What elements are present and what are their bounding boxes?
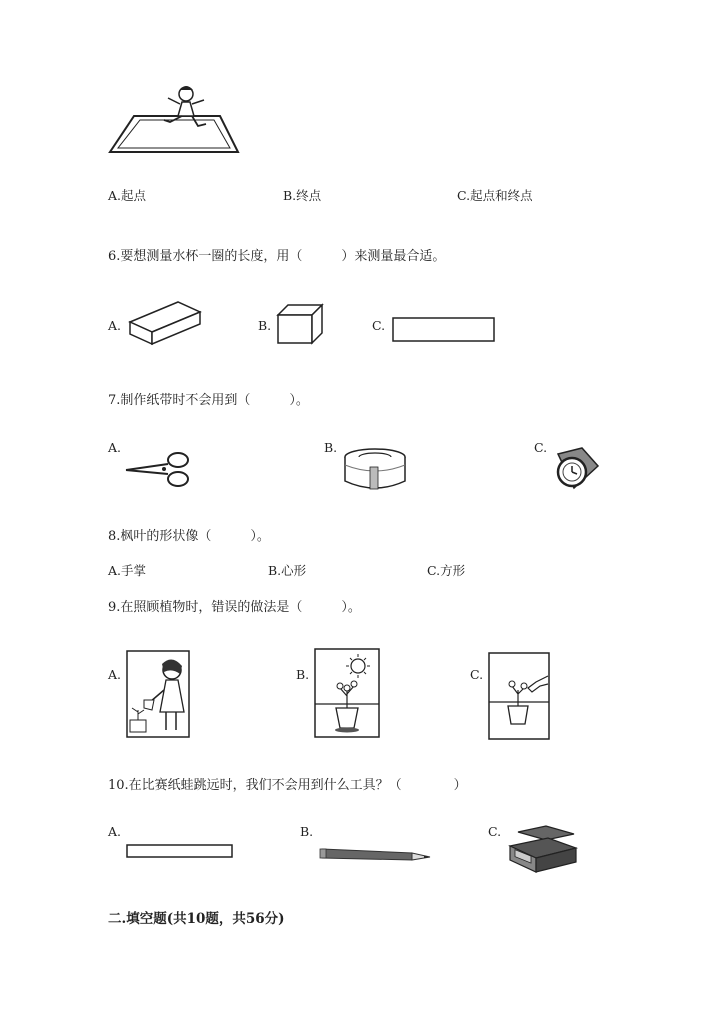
paper-strip-icon — [392, 317, 496, 343]
section-2-title: 二.填空题(共10题，共56分) — [108, 911, 285, 927]
scale-icon — [506, 824, 578, 874]
tape-roll-icon — [342, 447, 408, 493]
q10-option-b[interactable]: B. — [300, 824, 314, 839]
q8-option-c[interactable]: C.方形 — [427, 563, 466, 578]
q9-option-b[interactable]: B. — [296, 667, 310, 682]
q10-option-c[interactable]: C. — [488, 824, 502, 839]
plant-in-sun-picture — [314, 648, 380, 738]
q10-option-a[interactable]: A. — [108, 824, 122, 839]
q9-text: 9.在照顾植物时，错误的做法是（ ）。 — [108, 600, 361, 615]
touching-plant-picture — [488, 652, 550, 740]
q6-text: 6.要想测量水杯一圈的长度，用（ ）来测量最合适。 — [108, 249, 446, 264]
q7-option-c[interactable]: C. — [534, 440, 548, 455]
wristwatch-icon — [548, 446, 602, 494]
paper-strip-icon — [126, 844, 234, 860]
q6-option-a[interactable]: A. — [108, 318, 122, 333]
q8-option-a[interactable]: A.手掌 — [108, 563, 147, 578]
q9-option-c[interactable]: C. — [470, 667, 484, 682]
watering-plant-picture — [126, 650, 190, 738]
q5-option-b[interactable]: B.终点 — [283, 188, 322, 203]
eraser-icon — [128, 298, 202, 346]
q10-text: 10.在比赛纸蛙跳远时，我们不会用到什么工具？（ ） — [108, 778, 467, 793]
q5-option-c[interactable]: C.起点和终点 — [457, 188, 533, 203]
q7-option-b[interactable]: B. — [324, 440, 338, 455]
q6-option-c[interactable]: C. — [372, 318, 386, 333]
q9-option-a[interactable]: A. — [108, 667, 122, 682]
scissors-icon — [124, 450, 192, 488]
q6-option-b[interactable]: B. — [258, 318, 272, 333]
q7-text: 7.制作纸带时不会用到（ ）。 — [108, 393, 309, 408]
cube-icon — [276, 303, 324, 345]
q8-text: 8.枫叶的形状像（ ）。 — [108, 529, 270, 544]
child-jumping-mat-icon — [108, 82, 244, 156]
q8-option-b[interactable]: B.心形 — [268, 563, 307, 578]
pencil-icon — [320, 846, 434, 864]
q5-option-a[interactable]: A.起点 — [108, 188, 147, 203]
q7-option-a[interactable]: A. — [108, 440, 122, 455]
